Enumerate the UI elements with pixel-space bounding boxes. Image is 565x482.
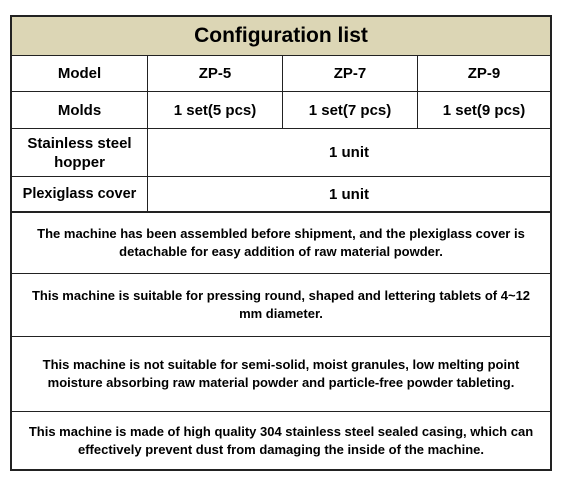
hopper-row [12,129,550,177]
model-row [12,56,550,92]
note-material-text: This machine is made of high quality 304 stainless steel sealed casing, which can effectively prevent dust from damaging the inside of the machine. [28,423,534,457]
model-zp9: ZP-9 [417,56,550,91]
configuration-sheet [10,15,552,471]
note-limitations-text: This machine is not suitable for semi-solid, moist granules, low melting point moisture absorbing raw material powder and particle-free powder tableting. [42,357,520,390]
cover-value: 1 unit [147,177,550,211]
hopper-label: Stainless steel hopper [27,134,132,171]
title-row [12,17,550,56]
model-label: Model [57,65,102,82]
note-suitability [12,274,550,337]
molds-zp7: 1 set(7 pcs) [282,92,417,128]
molds-zp9: 1 set(9 pcs) [417,92,550,128]
molds-label: Molds [57,101,102,119]
note-limitations [12,337,550,412]
cover-label: Plexiglass cover [22,185,137,202]
page-title: Configuration list [194,24,368,47]
note-assembly [12,212,550,274]
note-assembly-text: The machine has been assembled before shipment, and the plexiglass cover is detachable for easy addition of raw material powder. [37,226,525,259]
molds-zp5: 1 set(5 pcs) [147,92,282,128]
title-cell [12,17,550,55]
note-suitability-text: This machine is suitable for pressing round, shaped and lettering tablets of 4~12 mm diameter. [31,288,531,321]
cover-row [12,177,550,212]
molds-row [12,92,550,129]
model-zp5: ZP-5 [147,56,282,91]
hopper-value: 1 unit [147,129,550,176]
note-material [12,412,550,469]
model-zp7: ZP-7 [282,56,417,91]
